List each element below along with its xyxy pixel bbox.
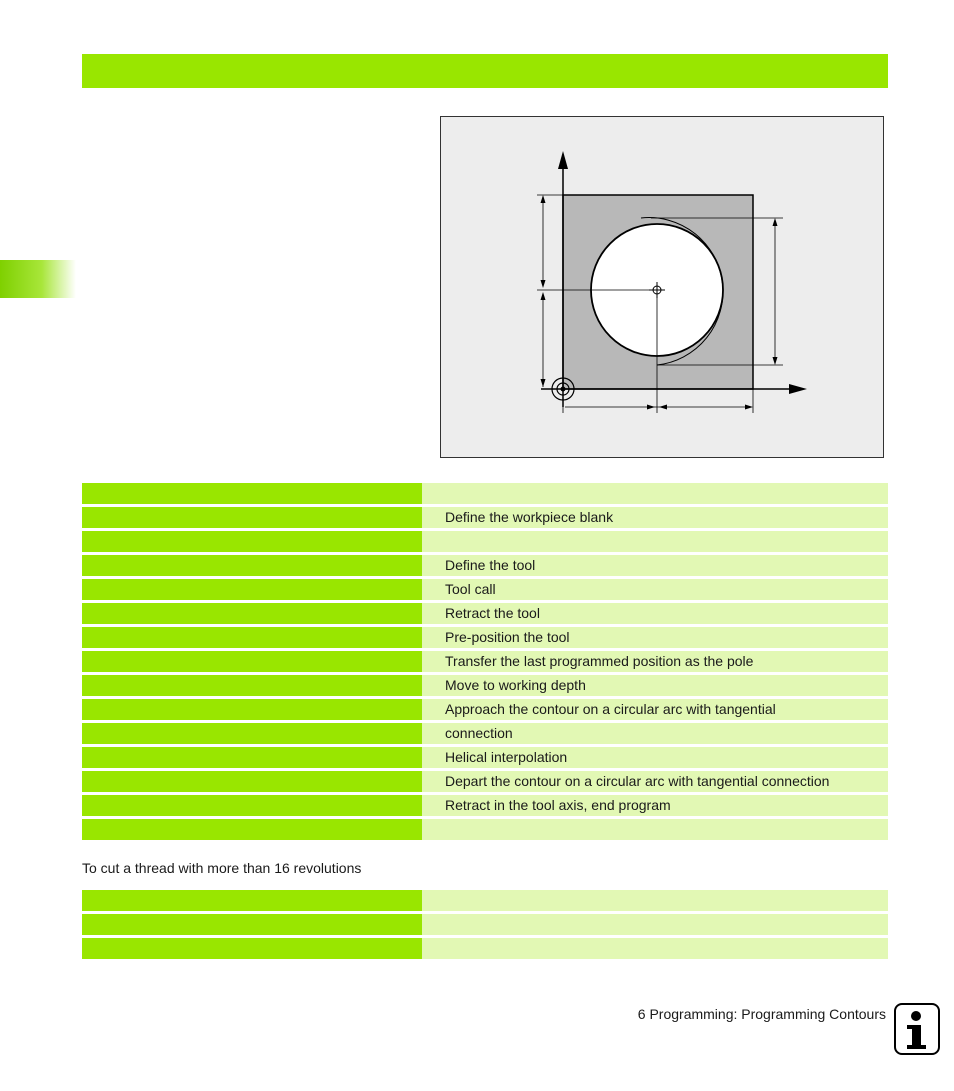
table-row [82,579,888,600]
table-row [82,603,888,624]
description-cell [422,531,888,552]
footer-chapter-title: 6 Programming: Programming Contours [637,1006,886,1022]
nc-code-cell [82,890,422,911]
nc-code-cell [82,819,422,840]
nc-code-cell [82,555,422,576]
table-row [82,627,888,648]
table-row [82,771,888,792]
nc-code-cell [82,507,422,528]
description-cell [422,483,888,504]
nc-code-cell [82,651,422,672]
thread-program-table [82,890,888,962]
nc-code-cell [82,531,422,552]
program-table [82,483,888,843]
table-row [82,914,888,935]
nc-code-cell [82,938,422,959]
helix-drawing [441,117,883,457]
description-cell [422,914,888,935]
chapter-header-bar [82,54,888,88]
description-cell: Define the workpiece blank [422,507,888,528]
description-cell: Retract the tool [422,603,888,624]
table-row [82,747,888,768]
description-cell [422,938,888,959]
table-row [82,819,888,840]
description-cell: Tool call [422,579,888,600]
table-row [82,938,888,959]
y-axis-arrow [558,151,568,169]
nc-code-cell [82,699,422,720]
nc-code-cell [82,675,422,696]
table-row [82,699,888,720]
table-row [82,795,888,816]
description-cell: connection [422,723,888,744]
table-row [82,507,888,528]
table-row [82,675,888,696]
thread-note: To cut a thread with more than 16 revolutions [82,860,362,876]
description-cell: Approach the contour on a circular arc with tangential [422,699,888,720]
table-row [82,890,888,911]
nc-code-cell [82,723,422,744]
description-cell: Define the tool [422,555,888,576]
nc-code-cell [82,795,422,816]
nc-code-cell [82,579,422,600]
table-row [82,651,888,672]
nc-code-cell [82,483,422,504]
description-cell: Move to working depth [422,675,888,696]
description-cell: Helical interpolation [422,747,888,768]
description-cell: Transfer the last programmed position as the pole [422,651,888,672]
x-axis-arrow [789,384,807,394]
table-row [82,723,888,744]
description-cell [422,890,888,911]
description-cell: Pre-position the tool [422,627,888,648]
nc-code-cell [82,747,422,768]
table-row [82,555,888,576]
nc-code-cell [82,914,422,935]
description-cell: Retract in the tool axis, end program [422,795,888,816]
table-row [82,531,888,552]
description-cell: Depart the contour on a circular arc with tangential connection [422,771,888,792]
chapter-side-tab [0,260,76,298]
helix-figure [440,116,884,458]
nc-code-cell [82,603,422,624]
info-icon [894,1003,940,1055]
nc-code-cell [82,627,422,648]
nc-code-cell [82,771,422,792]
description-cell [422,819,888,840]
table-row [82,483,888,504]
